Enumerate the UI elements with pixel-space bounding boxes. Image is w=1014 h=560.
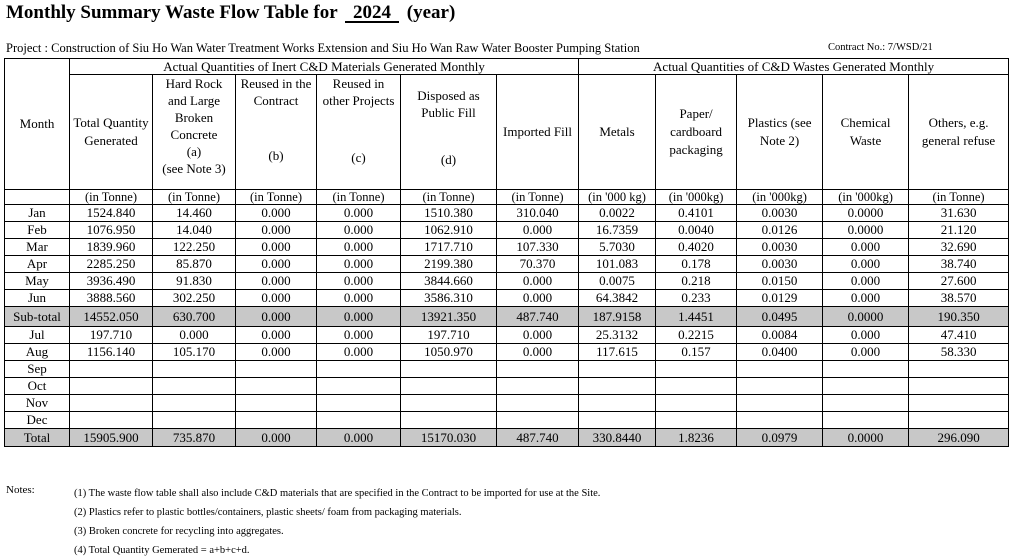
value-cell: 0.000	[317, 239, 401, 256]
value-cell: 630.700	[153, 307, 236, 327]
value-cell: 0.000	[236, 222, 317, 239]
value-cell	[401, 412, 497, 429]
value-cell	[153, 361, 236, 378]
header-imported: Imported Fill	[497, 75, 579, 190]
value-cell: 25.3132	[579, 327, 656, 344]
value-cell	[737, 378, 823, 395]
month-cell: Mar	[5, 239, 70, 256]
value-cell: 15170.030	[401, 429, 497, 447]
value-cell	[656, 412, 737, 429]
value-cell: 0.000	[317, 256, 401, 273]
value-cell	[579, 395, 656, 412]
value-cell	[317, 412, 401, 429]
value-cell	[579, 378, 656, 395]
value-cell: 0.0000	[823, 429, 909, 447]
unit-label: (in '000kg)	[737, 190, 823, 205]
note-item: (1) The waste flow table shall also include C&D materials that are specified in the Contract to be imported for use at the Site.	[74, 488, 601, 499]
notes-list	[74, 484, 600, 560]
header-total: Total Quantity Generated	[70, 75, 153, 190]
value-cell: 0.000	[236, 290, 317, 307]
value-cell: 14.040	[153, 222, 236, 239]
value-cell: 0.000	[497, 344, 579, 361]
value-cell: 0.000	[823, 256, 909, 273]
value-cell: 31.630	[909, 205, 1009, 222]
value-cell: 2285.250	[70, 256, 153, 273]
group-wastes: Actual Quantities of C&D Wastes Generated Monthly	[579, 59, 1009, 75]
table-row	[5, 205, 1009, 222]
value-cell: 0.000	[823, 344, 909, 361]
value-cell: 3936.490	[70, 273, 153, 290]
month-cell: Oct	[5, 378, 70, 395]
value-cell: 70.370	[497, 256, 579, 273]
value-cell: 0.0084	[737, 327, 823, 344]
value-cell: 0.0000	[823, 205, 909, 222]
value-cell: 3586.310	[401, 290, 497, 307]
value-cell: 0.157	[656, 344, 737, 361]
month-cell: Dec	[5, 412, 70, 429]
value-cell	[401, 361, 497, 378]
value-cell: 0.000	[823, 273, 909, 290]
value-cell: 0.000	[823, 327, 909, 344]
header-metals: Metals	[579, 75, 656, 190]
value-cell	[317, 395, 401, 412]
value-cell: 0.000	[236, 429, 317, 447]
month-cell: Jul	[5, 327, 70, 344]
value-cell: 0.0030	[737, 205, 823, 222]
table-row	[5, 395, 1009, 412]
waste-flow-table	[4, 58, 1009, 447]
page-title	[6, 2, 455, 24]
value-cell: 122.250	[153, 239, 236, 256]
value-cell: 0.4020	[656, 239, 737, 256]
value-cell: 0.4101	[656, 205, 737, 222]
value-cell: 0.0000	[823, 222, 909, 239]
value-cell: 0.0495	[737, 307, 823, 327]
unit-label: (in Tonne)	[497, 190, 579, 205]
value-cell: 197.710	[401, 327, 497, 344]
value-cell	[823, 395, 909, 412]
value-cell: 1839.960	[70, 239, 153, 256]
value-cell: 38.570	[909, 290, 1009, 307]
value-cell: 0.0040	[656, 222, 737, 239]
value-cell: 91.830	[153, 273, 236, 290]
value-cell: 2199.380	[401, 256, 497, 273]
group-inert: Actual Quantities of Inert C&D Materials Generated Monthly	[70, 59, 579, 75]
value-cell: 310.040	[497, 205, 579, 222]
value-cell: 0.233	[656, 290, 737, 307]
value-cell: 1156.140	[70, 344, 153, 361]
value-cell: 487.740	[497, 429, 579, 447]
value-cell: 38.740	[909, 256, 1009, 273]
value-cell: 0.0126	[737, 222, 823, 239]
value-cell: 21.120	[909, 222, 1009, 239]
month-cell: Sub-total	[5, 307, 70, 327]
unit-label: (in Tonne)	[317, 190, 401, 205]
month-cell: Apr	[5, 256, 70, 273]
value-cell: 1510.380	[401, 205, 497, 222]
value-cell: 15905.900	[70, 429, 153, 447]
value-cell: 0.000	[317, 290, 401, 307]
value-cell	[579, 412, 656, 429]
value-cell: 32.690	[909, 239, 1009, 256]
value-cell	[737, 412, 823, 429]
value-cell: 0.000	[236, 205, 317, 222]
value-cell: 330.8440	[579, 429, 656, 447]
table-row	[5, 256, 1009, 273]
value-cell: 0.0075	[579, 273, 656, 290]
header-reused-contract: Reused in the Contract (b)	[236, 75, 317, 190]
value-cell	[236, 395, 317, 412]
value-cell: 1717.710	[401, 239, 497, 256]
value-cell	[317, 378, 401, 395]
value-cell: 1524.840	[70, 205, 153, 222]
month-cell: Total	[5, 429, 70, 447]
value-cell	[70, 412, 153, 429]
value-cell: 0.000	[236, 273, 317, 290]
value-cell	[737, 395, 823, 412]
value-cell	[401, 378, 497, 395]
unit-label: (in Tonne)	[909, 190, 1009, 205]
value-cell: 0.000	[823, 239, 909, 256]
value-cell: 1.4451	[656, 307, 737, 327]
notes-label: Notes:	[6, 484, 35, 496]
unit-label: (in Tonne)	[153, 190, 236, 205]
value-cell: 5.7030	[579, 239, 656, 256]
value-cell: 0.000	[236, 327, 317, 344]
table-row	[5, 378, 1009, 395]
value-cell	[909, 395, 1009, 412]
value-cell: 0.000	[317, 344, 401, 361]
value-cell: 0.0129	[737, 290, 823, 307]
table-row	[5, 273, 1009, 290]
header-month: Month	[5, 59, 70, 190]
value-cell: 197.710	[70, 327, 153, 344]
month-cell: Aug	[5, 344, 70, 361]
month-cell: Jan	[5, 205, 70, 222]
total-row	[5, 429, 1009, 447]
value-cell: 0.000	[317, 307, 401, 327]
value-cell: 0.000	[236, 307, 317, 327]
value-cell	[70, 378, 153, 395]
value-cell	[656, 361, 737, 378]
value-cell: 190.350	[909, 307, 1009, 327]
table-row	[5, 327, 1009, 344]
table-row	[5, 239, 1009, 256]
value-cell	[909, 361, 1009, 378]
value-cell: 107.330	[497, 239, 579, 256]
value-cell: 14.460	[153, 205, 236, 222]
value-cell	[909, 412, 1009, 429]
value-cell	[579, 361, 656, 378]
table-body	[5, 205, 1009, 447]
value-cell	[70, 395, 153, 412]
value-cell: 27.600	[909, 273, 1009, 290]
value-cell	[317, 361, 401, 378]
unit-label: (in Tonne)	[401, 190, 497, 205]
note-item: (4) Total Quantity Gemerated = a+b+c+d.	[74, 545, 250, 556]
note-item: (2) Plastics refer to plastic bottles/containers, plastic sheets/ foam from packaging materials.	[74, 507, 462, 518]
value-cell	[401, 395, 497, 412]
title-suffix: (year)	[406, 2, 456, 23]
value-cell	[236, 412, 317, 429]
value-cell	[909, 378, 1009, 395]
month-cell: Sep	[5, 361, 70, 378]
value-cell	[823, 378, 909, 395]
unit-label: (in '000kg)	[656, 190, 737, 205]
value-cell	[497, 412, 579, 429]
header-disposed: Disposed as Public Fill (d)	[401, 75, 497, 190]
value-cell: 13921.350	[401, 307, 497, 327]
value-cell: 0.000	[317, 273, 401, 290]
title-year: 2024	[345, 4, 399, 23]
value-cell: 487.740	[497, 307, 579, 327]
value-cell	[656, 378, 737, 395]
value-cell: 1.8236	[656, 429, 737, 447]
header-paper: Paper/ cardboard packaging	[656, 75, 737, 190]
value-cell: 0.0030	[737, 239, 823, 256]
header-reused-other: Reused in other Projects (c)	[317, 75, 401, 190]
value-cell	[236, 378, 317, 395]
units-row	[5, 190, 1009, 205]
project-name: Project : Construction of Siu Ho Wan Water Treatment Works Extension and Siu Ho Wan Raw Water Booster Pumping Station	[6, 41, 640, 55]
value-cell: 187.9158	[579, 307, 656, 327]
month-cell: Jun	[5, 290, 70, 307]
value-cell	[656, 395, 737, 412]
table-row	[5, 361, 1009, 378]
value-cell: 0.2215	[656, 327, 737, 344]
month-cell: May	[5, 273, 70, 290]
value-cell: 0.000	[317, 327, 401, 344]
value-cell: 101.083	[579, 256, 656, 273]
value-cell: 0.000	[497, 222, 579, 239]
header-hardrock: Hard Rock and Large Broken Concrete (a) (see Note 3)	[153, 75, 236, 190]
value-cell: 85.870	[153, 256, 236, 273]
value-cell	[153, 412, 236, 429]
value-cell	[497, 395, 579, 412]
value-cell: 16.7359	[579, 222, 656, 239]
note-item: (3) Broken concrete for recycling into aggregates.	[74, 526, 284, 537]
value-cell: 296.090	[909, 429, 1009, 447]
subtotal-row	[5, 307, 1009, 327]
value-cell: 0.000	[317, 429, 401, 447]
unit-label: (in Tonne)	[70, 190, 153, 205]
value-cell	[70, 361, 153, 378]
value-cell	[153, 378, 236, 395]
value-cell	[497, 378, 579, 395]
value-cell: 0.000	[497, 327, 579, 344]
value-cell: 117.615	[579, 344, 656, 361]
value-cell: 0.000	[823, 290, 909, 307]
value-cell: 1050.970	[401, 344, 497, 361]
value-cell: 0.218	[656, 273, 737, 290]
value-cell: 1062.910	[401, 222, 497, 239]
header-others: Others, e.g. general refuse	[909, 75, 1009, 190]
value-cell: 302.250	[153, 290, 236, 307]
value-cell: 0.0400	[737, 344, 823, 361]
value-cell: 735.870	[153, 429, 236, 447]
value-cell	[153, 395, 236, 412]
value-cell	[737, 361, 823, 378]
title-prefix: Monthly Summary Waste Flow Table for	[6, 2, 338, 23]
table-row	[5, 412, 1009, 429]
value-cell: 3888.560	[70, 290, 153, 307]
value-cell: 0.000	[236, 344, 317, 361]
value-cell: 0.0022	[579, 205, 656, 222]
value-cell: 0.0030	[737, 256, 823, 273]
value-cell: 0.000	[317, 222, 401, 239]
value-cell: 0.000	[236, 256, 317, 273]
table-row	[5, 290, 1009, 307]
unit-label: (in '000 kg)	[579, 190, 656, 205]
unit-label: (in Tonne)	[236, 190, 317, 205]
value-cell	[823, 412, 909, 429]
value-cell: 0.0150	[737, 273, 823, 290]
unit-label: (in '000kg)	[823, 190, 909, 205]
value-cell: 0.178	[656, 256, 737, 273]
value-cell: 105.170	[153, 344, 236, 361]
table-row	[5, 344, 1009, 361]
value-cell: 1076.950	[70, 222, 153, 239]
unit-month-blank	[5, 190, 70, 205]
header-plastics: Plastics (see Note 2)	[737, 75, 823, 190]
value-cell	[823, 361, 909, 378]
value-cell	[497, 361, 579, 378]
value-cell: 0.000	[153, 327, 236, 344]
value-cell: 14552.050	[70, 307, 153, 327]
value-cell: 0.000	[317, 205, 401, 222]
value-cell: 64.3842	[579, 290, 656, 307]
value-cell: 3844.660	[401, 273, 497, 290]
contract-number: Contract No.: 7/WSD/21	[828, 42, 933, 53]
month-cell: Feb	[5, 222, 70, 239]
value-cell: 0.000	[497, 273, 579, 290]
value-cell: 0.000	[497, 290, 579, 307]
value-cell: 47.410	[909, 327, 1009, 344]
month-cell: Nov	[5, 395, 70, 412]
value-cell: 0.000	[236, 239, 317, 256]
header-chemical: Chemical Waste	[823, 75, 909, 190]
table-row	[5, 222, 1009, 239]
value-cell: 0.0979	[737, 429, 823, 447]
value-cell	[236, 361, 317, 378]
value-cell: 0.0000	[823, 307, 909, 327]
value-cell: 58.330	[909, 344, 1009, 361]
